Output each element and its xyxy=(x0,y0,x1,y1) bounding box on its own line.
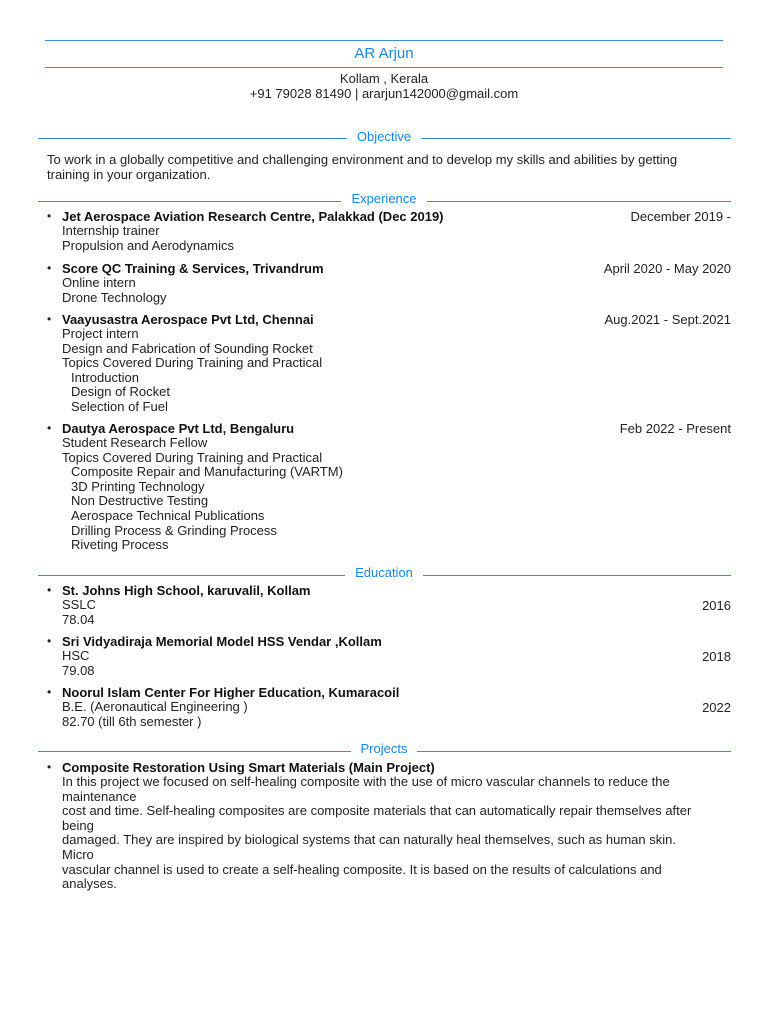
experience-title: Jet Aerospace Aviation Research Centre, Palakkad (Dec 2019) xyxy=(62,209,444,224)
education-heading-label: Education xyxy=(345,565,423,580)
bullet: • xyxy=(47,760,52,774)
experience-date: December 2019 - xyxy=(630,209,731,224)
experience-date: Aug.2021 - Sept.2021 xyxy=(604,312,731,327)
experience-topic: Riveting Process xyxy=(71,537,169,553)
projects-heading-label: Projects xyxy=(351,741,418,756)
candidate-location: Kollam , Kerala xyxy=(339,71,429,86)
education-score: 78.04 xyxy=(62,611,95,627)
education-school: Noorul Islam Center For Higher Education, Kumaracoil xyxy=(62,685,400,700)
header-top-rule xyxy=(45,40,723,41)
objective-heading-label: Objective xyxy=(347,129,421,144)
experience-title: Dautya Aerospace Pvt Ltd, Bengaluru xyxy=(62,421,295,436)
experience-detail: Design and Fabrication of Sounding Rocket xyxy=(62,340,313,356)
project-description-line: vascular channel is used to create a self-healing composite. It is based on the results of calculations and xyxy=(62,861,662,877)
objective-heading xyxy=(0,129,768,144)
education-heading xyxy=(0,565,768,580)
education-qualification: SSLC xyxy=(62,597,96,612)
experience-detail: Topics Covered During Training and Practical xyxy=(62,355,323,371)
bullet: • xyxy=(47,685,52,699)
project-description-line: damaged. They are inspired by biological systems that can naturally heal themselves, such as human skin. xyxy=(62,832,676,848)
experience-detail: Topics Covered During Training and Practical xyxy=(62,449,323,465)
experience-topic: Introduction xyxy=(71,369,139,385)
bullet: • xyxy=(47,634,52,648)
project-description-line: In this project we focused on self-healing composite with the use of micro vascular channels to reduce the xyxy=(62,774,670,789)
bullet: • xyxy=(47,583,52,597)
experience-topic: Aerospace Technical Publications xyxy=(71,507,265,523)
education-item xyxy=(47,634,731,678)
education-item xyxy=(47,685,731,729)
project-item xyxy=(47,760,731,892)
experience-item xyxy=(47,312,731,415)
header-bottom-rule xyxy=(45,67,723,68)
experience-heading xyxy=(0,191,768,206)
experience-topic: Composite Repair and Manufacturing (VARTM) xyxy=(71,464,343,480)
education-qualification: HSC xyxy=(62,648,90,663)
education-school: Sri Vidyadiraja Memorial Model HSS Vendar ,Kollam xyxy=(62,634,382,649)
experience-topic: Non Destructive Testing xyxy=(71,493,209,509)
education-score: 79.08 xyxy=(62,662,95,678)
experience-detail: Propulsion and Aerodynamics xyxy=(62,237,234,253)
experience-role: Internship trainer xyxy=(62,223,160,238)
bullet: • xyxy=(47,209,52,223)
experience-topic: Design of Rocket xyxy=(71,384,170,400)
education-year: 2016 xyxy=(702,598,731,613)
experience-role: Student Research Fellow xyxy=(62,435,208,450)
project-description-line: cost and time. Self-healing composites are composite materials that can automatically repair themselves after xyxy=(62,803,692,819)
project-title: Composite Restoration Using Smart Materials (Main Project) xyxy=(62,760,435,775)
experience-date: April 2020 - May 2020 xyxy=(603,261,731,276)
experience-topic: Drilling Process & Grinding Process xyxy=(71,522,277,538)
experience-detail: Drone Technology xyxy=(62,289,167,305)
objective-text: To work in a globally competitive and challenging environment and to develop my skills and abilities by getting training in your organization. xyxy=(47,152,678,182)
experience-date: Feb 2022 - Present xyxy=(619,421,731,436)
experience-role: Online intern xyxy=(62,275,136,290)
experience-title: Score QC Training & Services, Trivandrum xyxy=(62,261,324,276)
education-year: 2018 xyxy=(702,649,731,664)
candidate-name: AR Arjun xyxy=(354,45,414,62)
experience-title: Vaayusastra Aerospace Pvt Ltd, Chennai xyxy=(62,312,314,327)
project-description-line: being xyxy=(62,817,94,833)
experience-item xyxy=(47,261,731,305)
project-description-line: maintenance xyxy=(62,788,137,804)
experience-heading-label: Experience xyxy=(341,191,426,206)
education-qualification: B.E. (Aeronautical Engineering ) xyxy=(62,699,248,714)
projects-heading xyxy=(0,741,768,756)
experience-item xyxy=(47,209,731,253)
experience-item xyxy=(47,421,731,553)
candidate-contact: +91 79028 81490 | ararjun142000@gmail.com xyxy=(249,86,519,101)
experience-role: Project intern xyxy=(62,326,139,341)
bullet: • xyxy=(47,261,52,275)
education-score: 82.70 (till 6th semester ) xyxy=(62,713,202,729)
education-year: 2022 xyxy=(702,700,731,715)
education-school: St. Johns High School, karuvalil, Kollam xyxy=(62,583,311,598)
project-description-line: Micro xyxy=(62,846,94,862)
experience-topic: 3D Printing Technology xyxy=(71,478,205,494)
bullet: • xyxy=(47,312,52,326)
project-description-line: analyses. xyxy=(62,876,117,892)
education-item xyxy=(47,583,731,627)
experience-topic: Selection of Fuel xyxy=(71,398,168,414)
bullet: • xyxy=(47,421,52,435)
